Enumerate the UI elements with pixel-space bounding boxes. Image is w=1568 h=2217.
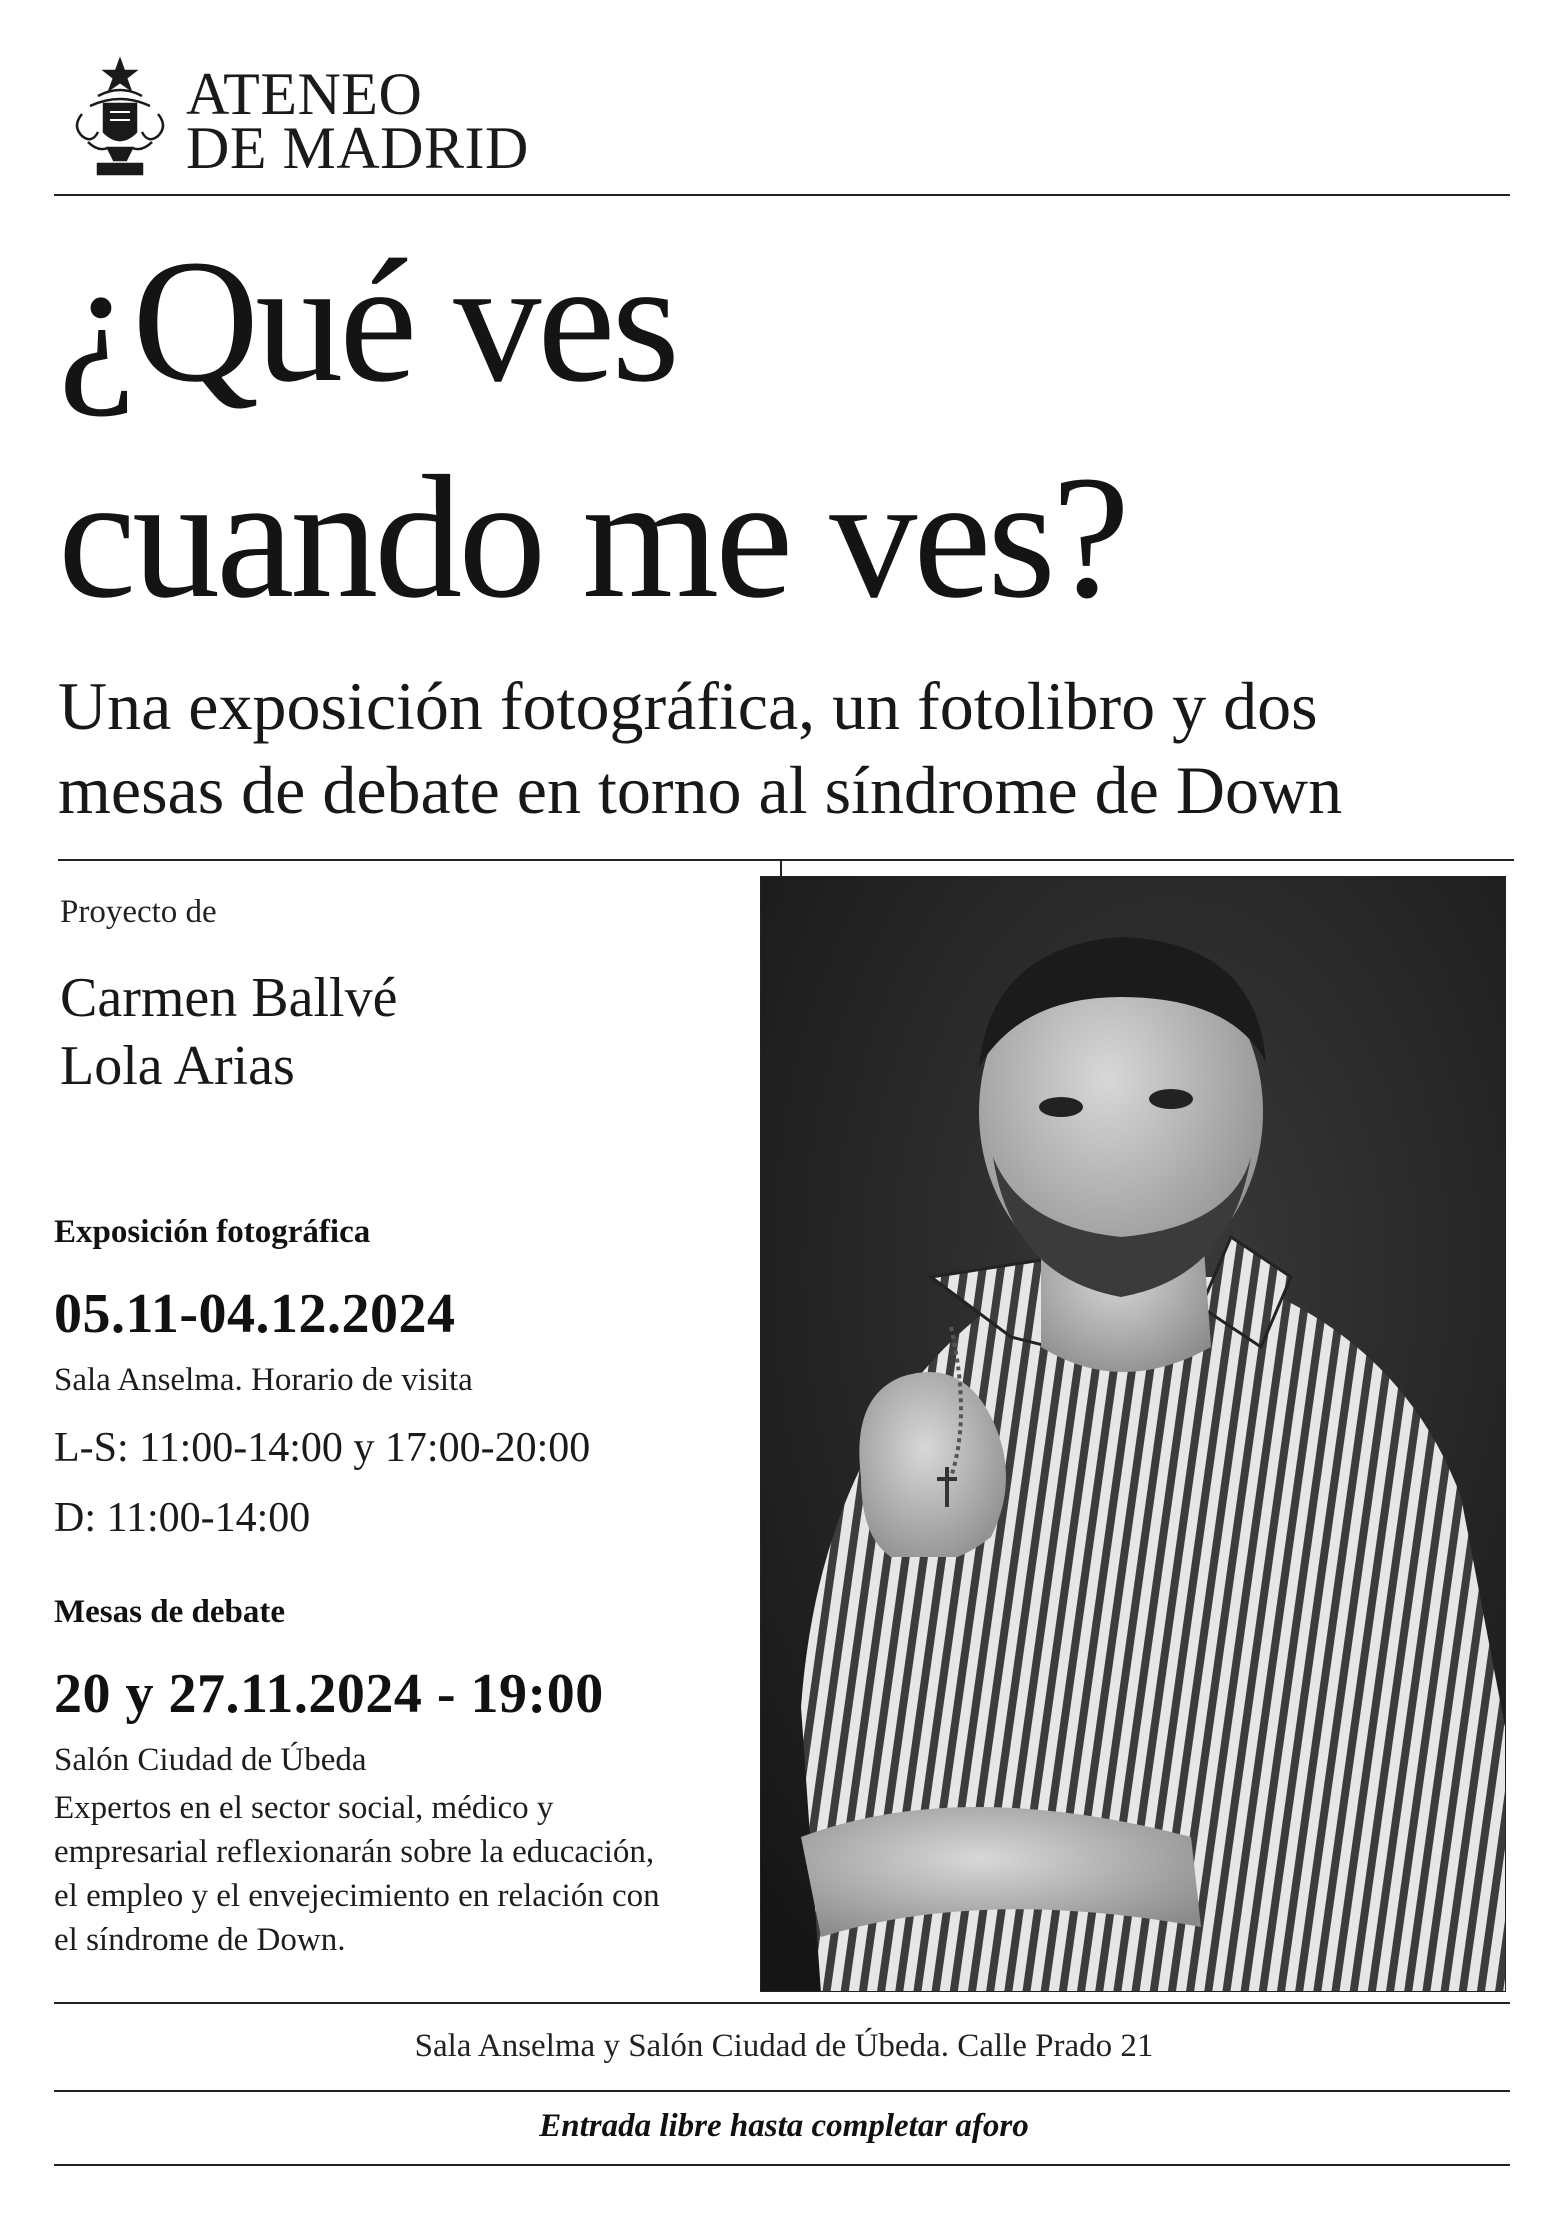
subtitle-divider — [58, 859, 1514, 861]
author-name: Lola Arias — [60, 1035, 295, 1097]
footer-divider-top — [54, 2002, 1510, 2004]
description-line: el síndrome de Down. — [54, 1922, 346, 1958]
description-line: Expertos en el sector social, médico y — [54, 1790, 554, 1826]
footer-entry-note: Entrada libre hasta completar aforo — [539, 2108, 1029, 2144]
footer-venue: Sala Anselma y Salón Ciudad de Úbeda. Calle Prado 21 — [414, 2028, 1154, 2064]
org-name-line2: DE MADRID — [186, 115, 529, 181]
column-tick — [780, 859, 782, 877]
poster-title-line1: ¿Qué ves — [58, 224, 676, 419]
debate-description — [54, 1786, 774, 1962]
description-line: el empleo y el envejecimiento en relación con — [54, 1878, 660, 1914]
subtitle-line1: Una exposición fotográfica, un fotolibro y dos — [58, 668, 1318, 744]
exhibition-dates: 05.11-04.12.2024 — [54, 1283, 456, 1345]
author-name: Carmen Ballvé — [60, 967, 398, 1029]
exhibition-hours-weekdays: L-S: 11:00-14:00 y 17:00-20:00 — [54, 1425, 591, 1471]
footer-divider-bottom — [54, 2164, 1510, 2166]
org-name-line1: ATENEO — [186, 61, 423, 127]
poster-title-line2: cuando me ves? — [58, 440, 1126, 635]
debate-dates: 20 y 27.11.2024 - 19:00 — [54, 1663, 604, 1725]
portrait-photo — [760, 876, 1506, 1992]
description-line: empresarial reflexionarán sobre la educación, — [54, 1834, 655, 1870]
exhibition-hours-sunday: D: 11:00-14:00 — [54, 1495, 311, 1541]
subtitle-line2: mesas de debate en torno al síndrome de Down — [58, 752, 1343, 828]
project-label: Proyecto de — [60, 894, 217, 930]
debate-heading: Mesas de debate — [54, 1594, 285, 1630]
coat-of-arms-icon — [68, 56, 172, 178]
footer-divider-middle — [54, 2090, 1510, 2092]
exhibition-heading: Exposición fotográfica — [54, 1214, 371, 1250]
debate-venue: Salón Ciudad de Úbeda — [54, 1742, 367, 1778]
exhibition-venue: Sala Anselma. Horario de visita — [54, 1362, 473, 1398]
header-divider — [54, 194, 1510, 196]
